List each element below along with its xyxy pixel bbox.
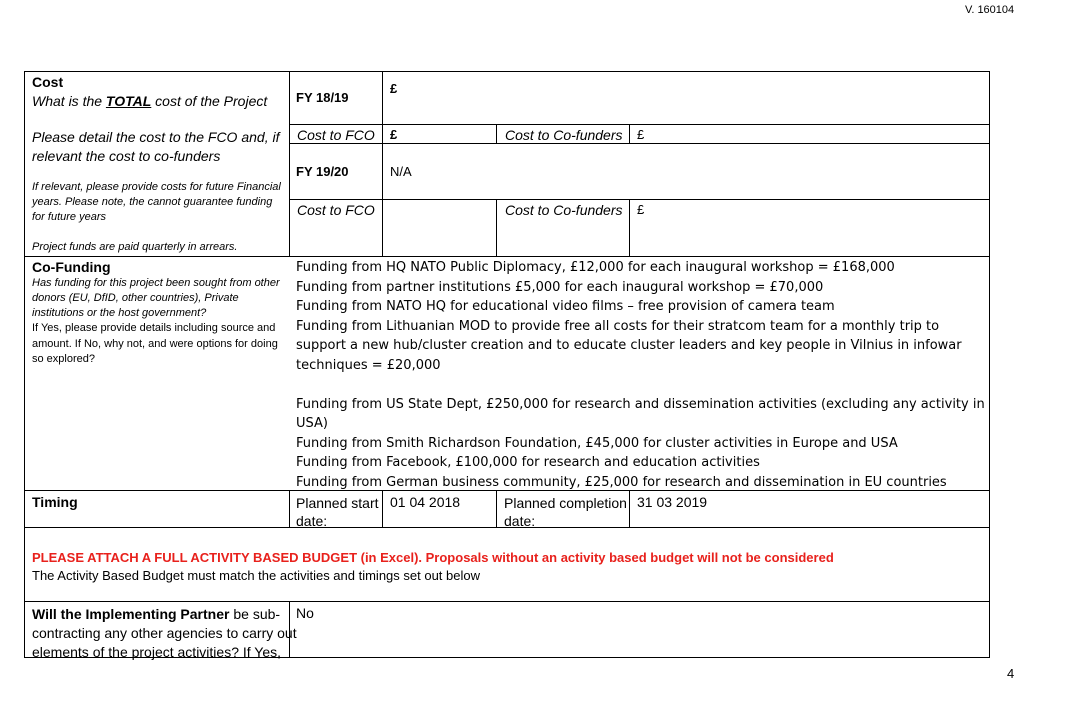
- timing-title: Timing: [32, 494, 78, 510]
- fy1-cofunders-value: £: [637, 127, 645, 142]
- cofunding-answer-line: Funding from US State Dept, £250,000 for research and dissemination activities (excluding any activity in: [296, 396, 985, 412]
- budget-notice: PLEASE ATTACH A FULL ACTIVITY BASED BUDGET (in Excel). Proposals without an activity based budget will not be considered: [32, 550, 834, 565]
- cofunding-question-line5: amount. If No, why not, and were options for doing: [32, 338, 278, 350]
- fy1-label: FY 18/19: [296, 90, 349, 105]
- cofunding-answer-line: techniques = £20,000: [296, 357, 441, 373]
- cost-title: Cost: [32, 74, 64, 90]
- budget-note: The Activity Based Budget must match the activities and timings set out below: [32, 568, 480, 583]
- cost-detail-line2: relevant the cost to co-funders: [32, 148, 221, 164]
- cofunding-answer-line: Funding from Facebook, £100,000 for research and education activities: [296, 455, 760, 470]
- cofunding-question-line1: Has funding for this project been sought from other: [32, 277, 280, 289]
- fy1-cofunders-label: Cost to Co-funders: [505, 127, 623, 143]
- fy2-cofunders-value: £: [637, 202, 645, 217]
- cofunding-question-line6: so explored?: [32, 353, 95, 365]
- cost-arrears-note: Project funds are paid quarterly in arrears.: [32, 241, 238, 253]
- cofunding-answer-line: Funding from partner institutions £5,000 for each inaugural workshop = £70,000: [296, 279, 824, 295]
- fy1-cost-fco-value: £: [390, 127, 398, 142]
- cost-future-line3: for future years: [32, 211, 106, 223]
- cofunding-answer-line: Funding from HQ NATO Public Diplomacy, £12,000 for each inaugural workshop = £168,000: [296, 260, 895, 275]
- cost-future-line1: If relevant, please provide costs for future Financial: [32, 181, 281, 193]
- cofunding-answer-line: support a new hub/cluster creation and to educate cluster leaders and key people in Vilnius in infowar: [296, 338, 962, 353]
- planned-completion-value: 31 03 2019: [637, 494, 708, 510]
- fy2-total-value: N/A: [390, 164, 412, 179]
- fy2-cofunders-label: Cost to Co-funders: [505, 202, 623, 218]
- fy1-cost-fco-label: Cost to FCO: [297, 127, 375, 143]
- cofunding-question-line2: donors (EU, DfID, other countries), Private: [32, 292, 239, 304]
- cofunding-question-line3: institutions or the host government?: [32, 307, 207, 319]
- planned-start-label: Planned start date:: [296, 495, 379, 529]
- cofunding-answer-line: USA): [296, 416, 328, 431]
- subcontract-question: Will the Implementing Partner be sub- contracting any other agencies to carry out elements of the project activities? If Yes,: [32, 606, 297, 660]
- fy2-cost-fco-label: Cost to FCO: [297, 202, 375, 218]
- cofunding-answer: [296, 258, 984, 492]
- planned-completion-label: Planned completion date:: [504, 495, 627, 529]
- cost-question: What is the TOTAL cost of the Project: [32, 93, 268, 109]
- planned-start-value: 01 04 2018: [390, 494, 461, 510]
- cofunding-answer-line: [296, 375, 984, 395]
- cost-future-line2: years. Please note, the cannot guarantee funding: [32, 196, 273, 208]
- fy1-total-value: £: [390, 81, 398, 96]
- page-number: 4: [1007, 666, 1015, 681]
- fy2-label: FY 19/20: [296, 164, 349, 179]
- cofunding-answer-line: Funding from NATO HQ for educational video films – free provision of camera team: [296, 299, 835, 314]
- subcontract-answer: No: [296, 605, 314, 621]
- cofunding-answer-line: Funding from Smith Richardson Foundation, £45,000 for cluster activities in Europe and USA: [296, 435, 898, 451]
- cost-detail-line1: Please detail the cost to the FCO and, if: [32, 129, 280, 145]
- cofunding-answer-line: Funding from German business community, £25,000 for research and dissemination in EU countries: [296, 474, 947, 490]
- cofunding-question-line4: If Yes, please provide details including source and: [32, 322, 276, 334]
- version-label: V. 160104: [965, 4, 1015, 16]
- cofunding-title: Co-Funding: [32, 259, 111, 275]
- cofunding-answer-line: Funding from Lithuanian MOD to provide free all costs for their stratcom team for a monthly trip to: [296, 318, 940, 334]
